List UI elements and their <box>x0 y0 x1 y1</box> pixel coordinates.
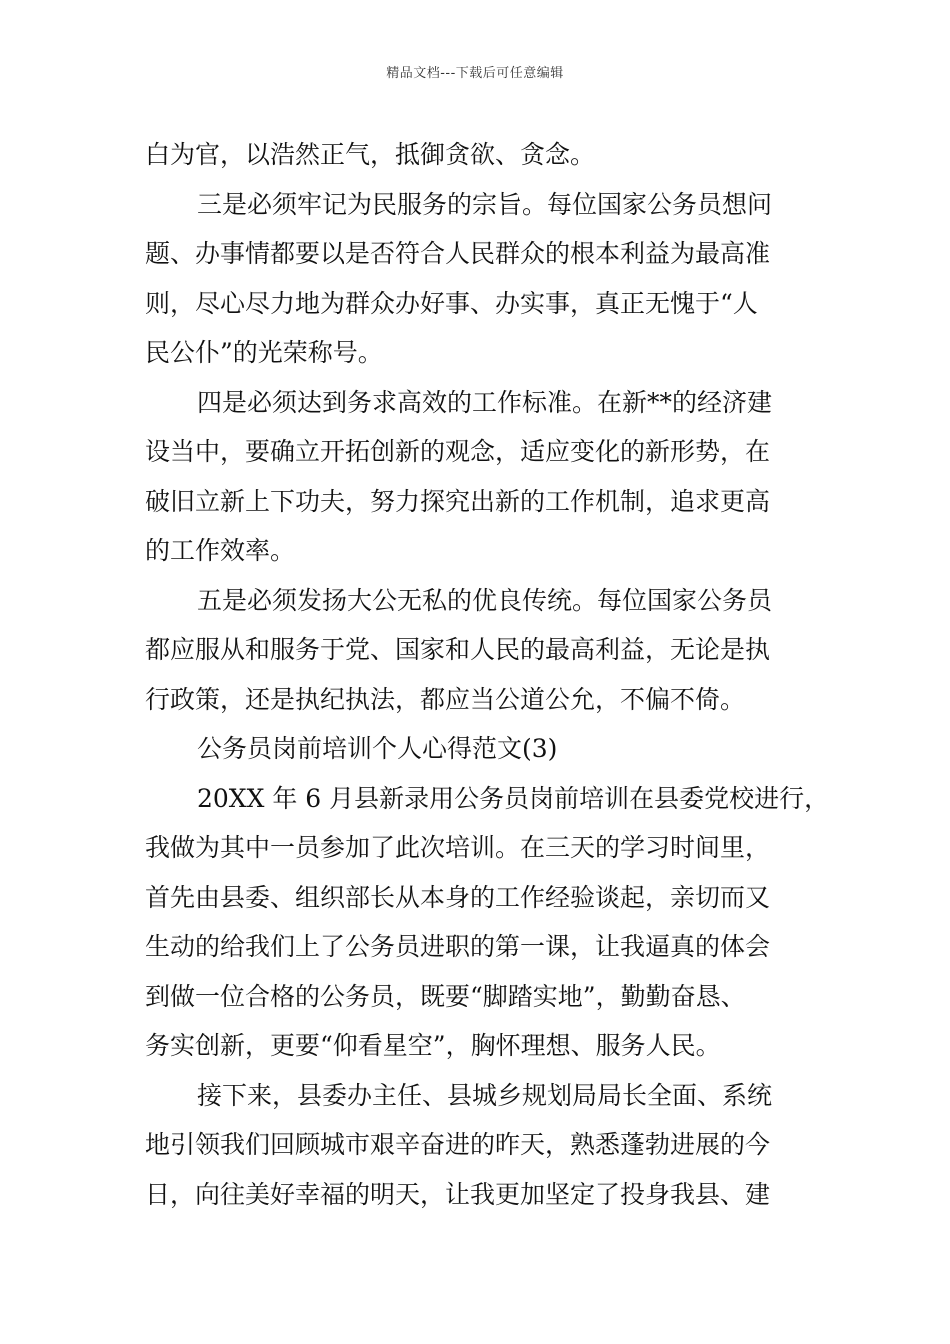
text-line: 到做一位合格的公务员，既要“脚踏实地”，勤勤奋恳、 <box>145 981 746 1011</box>
text-line: 则，尽心尽力地为群众办好事、办实事，真正无愧于“人 <box>145 288 758 318</box>
text-line: 的工作效率。 <box>145 536 296 565</box>
text-line: 务实创新，更要“仰看星空”，胸怀理想、服务人民。 <box>145 1031 721 1060</box>
text-line: 三是必须牢记为民服务的宗旨。每位国家公务员想问 <box>197 189 773 219</box>
text-line: 接下来，县委办主任、县城乡规划局局长全面、系统 <box>197 1080 773 1110</box>
text-line: 题、办事情都要以是否符合人民群众的根本利益为最高准 <box>145 239 771 268</box>
section-title: 公务员岗前培训个人心得范文(3) <box>197 734 558 763</box>
text-line: 设当中，要确立开拓创新的观念，适应变化的新形势，在 <box>145 437 771 466</box>
document-body <box>145 130 830 1219</box>
text-line: 日，向往美好幸福的明天，让我更加坚定了投身我县、建 <box>145 1179 771 1209</box>
page-header: 精品文档---下载后可任意编辑 <box>386 66 564 81</box>
text-line: 白为官，以浩然正气，抵御贪欲、贪念。 <box>145 140 596 169</box>
text-line: 五是必须发扬大公无私的优良传统。每位国家公务员 <box>197 585 773 615</box>
text-line: 破旧立新上下功夫，努力探究出新的工作机制，追求更高 <box>145 486 771 516</box>
text-line: 我做为其中一员参加了此次培训。在三天的学习时间里， <box>145 833 771 862</box>
text-line: 首先由县委、组织部长从本身的工作经验谈起，亲切而又 <box>145 882 771 912</box>
text-line: 民公仆”的光荣称号。 <box>145 338 383 367</box>
text-line: 20XX 年 6 月县新录用公务员岗前培训在县委党校进行， <box>197 783 830 813</box>
text-line: 行政策，还是执纪执法，都应当公道公允，不偏不倚。 <box>145 684 746 714</box>
text-line: 都应服从和服务于党、国家和人民的最高利益，无论是执 <box>145 635 771 664</box>
text-line: 四是必须达到务求高效的工作标准。在新**的经济建 <box>197 387 773 417</box>
text-line: 生动的给我们上了公务员进职的第一课，让我逼真的体会 <box>145 932 771 961</box>
text-line: 地引领我们回顾城市艰辛奋进的昨天，熟悉蓬勃进展的今 <box>145 1130 771 1159</box>
